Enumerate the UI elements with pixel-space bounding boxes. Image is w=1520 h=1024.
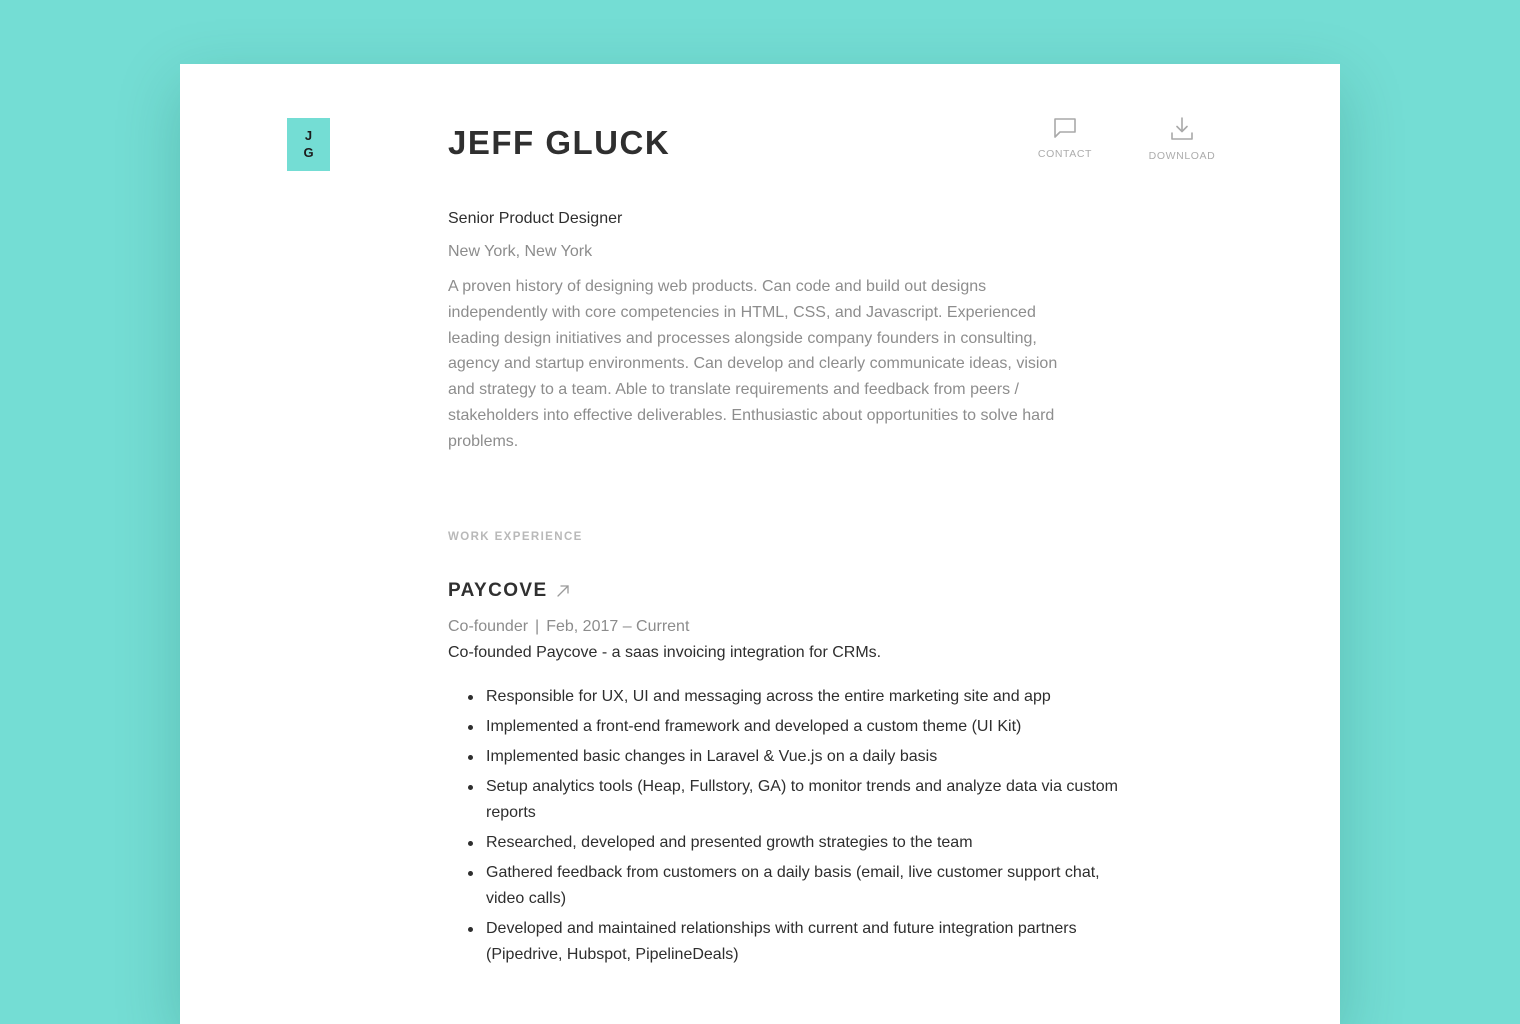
company-name: PAYCOVE (448, 580, 548, 601)
download-button[interactable] (1142, 116, 1222, 162)
monogram-logo (287, 118, 330, 171)
contact-label: CONTACT (1037, 148, 1093, 160)
job-bullet: Gathered feedback from customers on a daily basis (email, live customer support chat, video calls) (486, 860, 1126, 912)
download-label: DOWNLOAD (1148, 150, 1216, 162)
header-actions (1030, 116, 1222, 162)
chat-bubble-icon (1052, 116, 1078, 140)
profile-name: JEFF GLUCK (448, 124, 671, 161)
job-bullet-list (448, 684, 1126, 972)
job-title: Senior Product Designer (448, 210, 623, 227)
profile-summary: A proven history of designing web products. Can code and build out designs independently with core competencies in HTML, CSS, and Javascript. Experienced leading design initiatives and processes alongside company founders in consulting, agency and startup environments. Can develop and clearly communicate ideas, vision and strategy to a team. Able to translate requirements and feedback from peers / stakeholders into effective deliverables. Enthusiastic about opportunities to solve hard problems. (448, 278, 1058, 450)
job-role: Co-founder (448, 618, 529, 635)
job-bullet: Setup analytics tools (Heap, Fullstory, GA) to monitor trends and analyze data via custom reports (486, 774, 1126, 826)
job-bullet: Implemented basic changes in Laravel & Vue.js on a daily basis (486, 744, 1126, 770)
meta-separator: | (535, 618, 540, 635)
job-description: Co-founded Paycove - a saas invoicing integration for CRMs. (448, 644, 882, 661)
job-dates: Feb, 2017 – Current (546, 618, 690, 635)
job-bullet: Implemented a front-end framework and developed a custom theme (UI Kit) (486, 714, 1126, 740)
contact-button[interactable] (1030, 116, 1100, 162)
job-bullet: Developed and maintained relationships with current and future integration partners (Pipedrive, Hubspot, PipelineDeals) (486, 916, 1126, 968)
job-meta (448, 618, 689, 636)
company-header (448, 580, 570, 602)
location: New York, New York (448, 243, 593, 260)
external-link-arrow-icon[interactable] (556, 584, 570, 598)
job-bullet: Responsible for UX, UI and messaging across the entire marketing site and app (486, 684, 1126, 710)
monogram-initial-last: G (303, 145, 314, 160)
download-icon (1169, 116, 1195, 142)
job-bullet: Researched, developed and presented growth strategies to the team (486, 830, 1126, 856)
work-experience-heading: WORK EXPERIENCE (448, 531, 583, 543)
monogram-initial-first: J (304, 128, 313, 143)
resume-card (180, 64, 1340, 1024)
